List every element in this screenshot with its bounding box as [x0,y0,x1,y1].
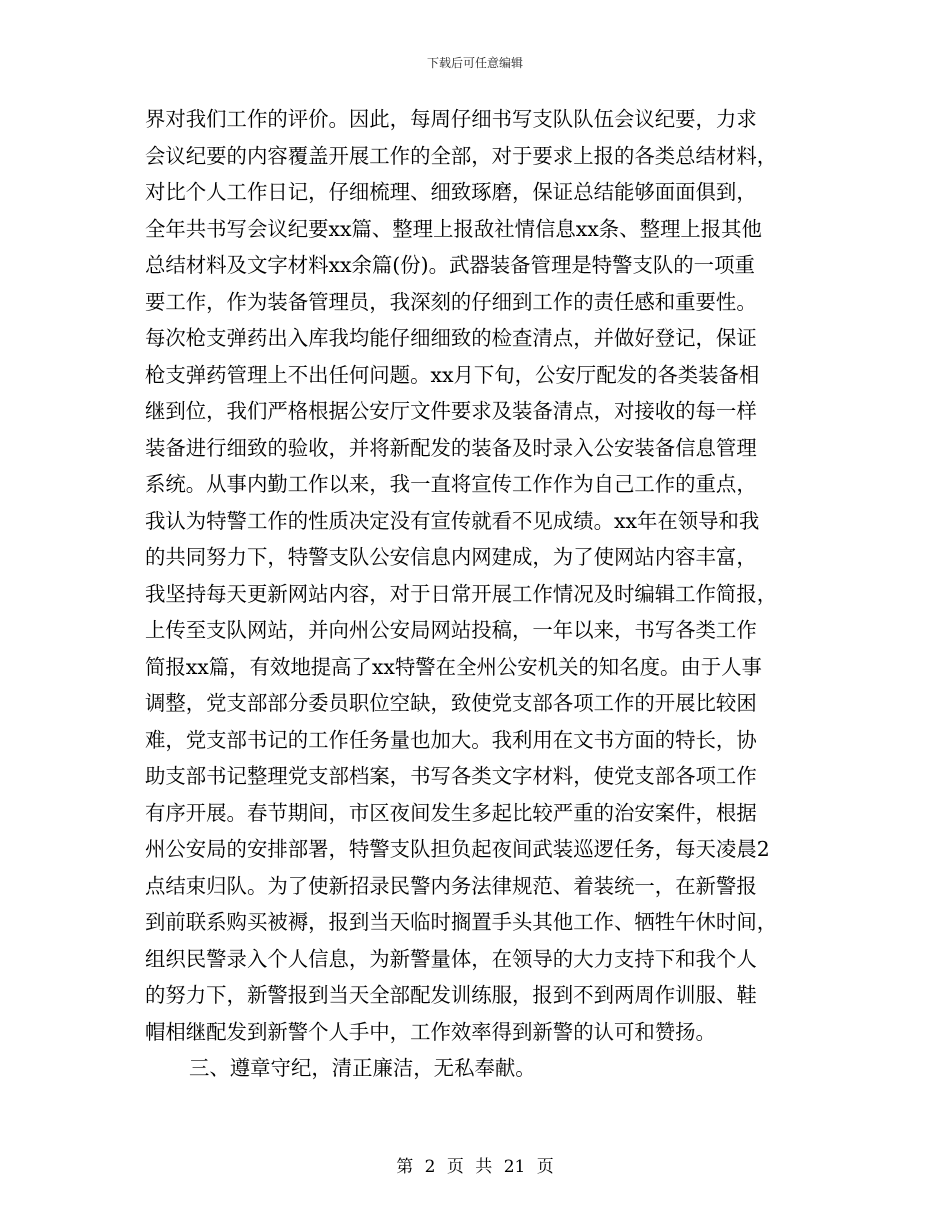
body-line: 装备进行细致的验收，并将新配发的装备及时录入公安装备信息管理 [145,435,757,460]
body-line: 组织民警录入个人信息，为新警量体，在领导的大力支持下和我个人 [145,946,757,971]
body-line: 系统。从事内勤工作以来，我一直将宣传工作作为自己工作的重点， [145,472,757,496]
body-line: 到前联系购买被褥，报到当天临时搁置手头其他工作、牺牲午休时间， [145,910,778,934]
body-line: 总结材料及文字材料xx余篇(份)。武器装备管理是特警支队的一项重 [145,253,755,277]
section-heading: 三、遵章守纪，清正廉洁，无私奉献。 [189,1056,536,1080]
body-line: 州公安局的安排部署，特警支队担负起夜间武装巡逻任务，每天凌晨2 [145,837,770,861]
body-line: 上传至支队网站，并向州公安局网站投稿，一年以来，书写各类工作 [145,618,757,642]
page-number-footer: 第 2 页 共 21 页 [396,1157,554,1177]
body-text [145,101,797,1087]
body-line: 继到位，我们严格根据公安厅文件要求及装备清点，对接收的每一样 [145,399,757,423]
body-line: 对比个人工作日记，仔细梳理、细致琢磨，保证总结能够面面俱到， [145,180,757,204]
page-header-note: 下载后可任意编辑 [426,56,523,70]
body-line: 枪支弹药管理上不出任何问题。xx月下旬，公安厅配发的各类装备相 [145,362,760,387]
body-line: 全年共书写会议纪要xx篇、整理上报敌社情信息xx条、整理上报其他 [145,216,762,241]
body-line: 难，党支部书记的工作任务量也加大。我利用在文书方面的特长，协 [145,727,757,752]
body-line: 的共同努力下，特警支队公安信息内网建成，为了使网站内容丰富， [145,545,757,569]
body-line: 界对我们工作的评价。因此，每周仔细书写支队队伍会议纪要，力求 [145,107,757,131]
body-line: 有序开展。春节期间，市区夜间发生多起比较严重的治安案件，根据 [145,800,757,825]
body-line: 调整，党支部部分委员职位空缺，致使党支部各项工作的开展比较困 [145,691,757,715]
body-line: 要工作，作为装备管理员，我深刻的仔细到工作的责任感和重要性。 [145,289,757,314]
body-line: 我坚持每天更新网站内容，对于日常开展工作情况及时编辑工作简报， [145,581,778,606]
body-line: 的努力下，新警报到当天全部配发训练服，报到不到两周作训服、鞋 [145,983,757,1007]
body-line: 我认为特警工作的性质决定没有宣传就看不见成绩。xx年在领导和我 [145,508,760,533]
body-line: 每次枪支弹药出入库我均能仔细细致的检查清点，并做好登记，保证 [145,326,757,350]
body-line: 点结束归队。为了使新招录民警内务法律规范、着装统一，在新警报 [145,873,757,898]
body-line: 简报xx篇，有效地提高了xx特警在全州公安机关的知名度。由于人事 [145,654,762,679]
body-line: 会议纪要的内容覆盖开展工作的全部，对于要求上报的各类总结材料， [145,143,778,168]
body-line: 帽相继配发到新警个人手中，工作效率得到新警的认可和赞扬。 [145,1019,716,1044]
body-line: 助支部书记整理党支部档案，书写各类文字材料，使党支部各项工作 [145,764,757,788]
